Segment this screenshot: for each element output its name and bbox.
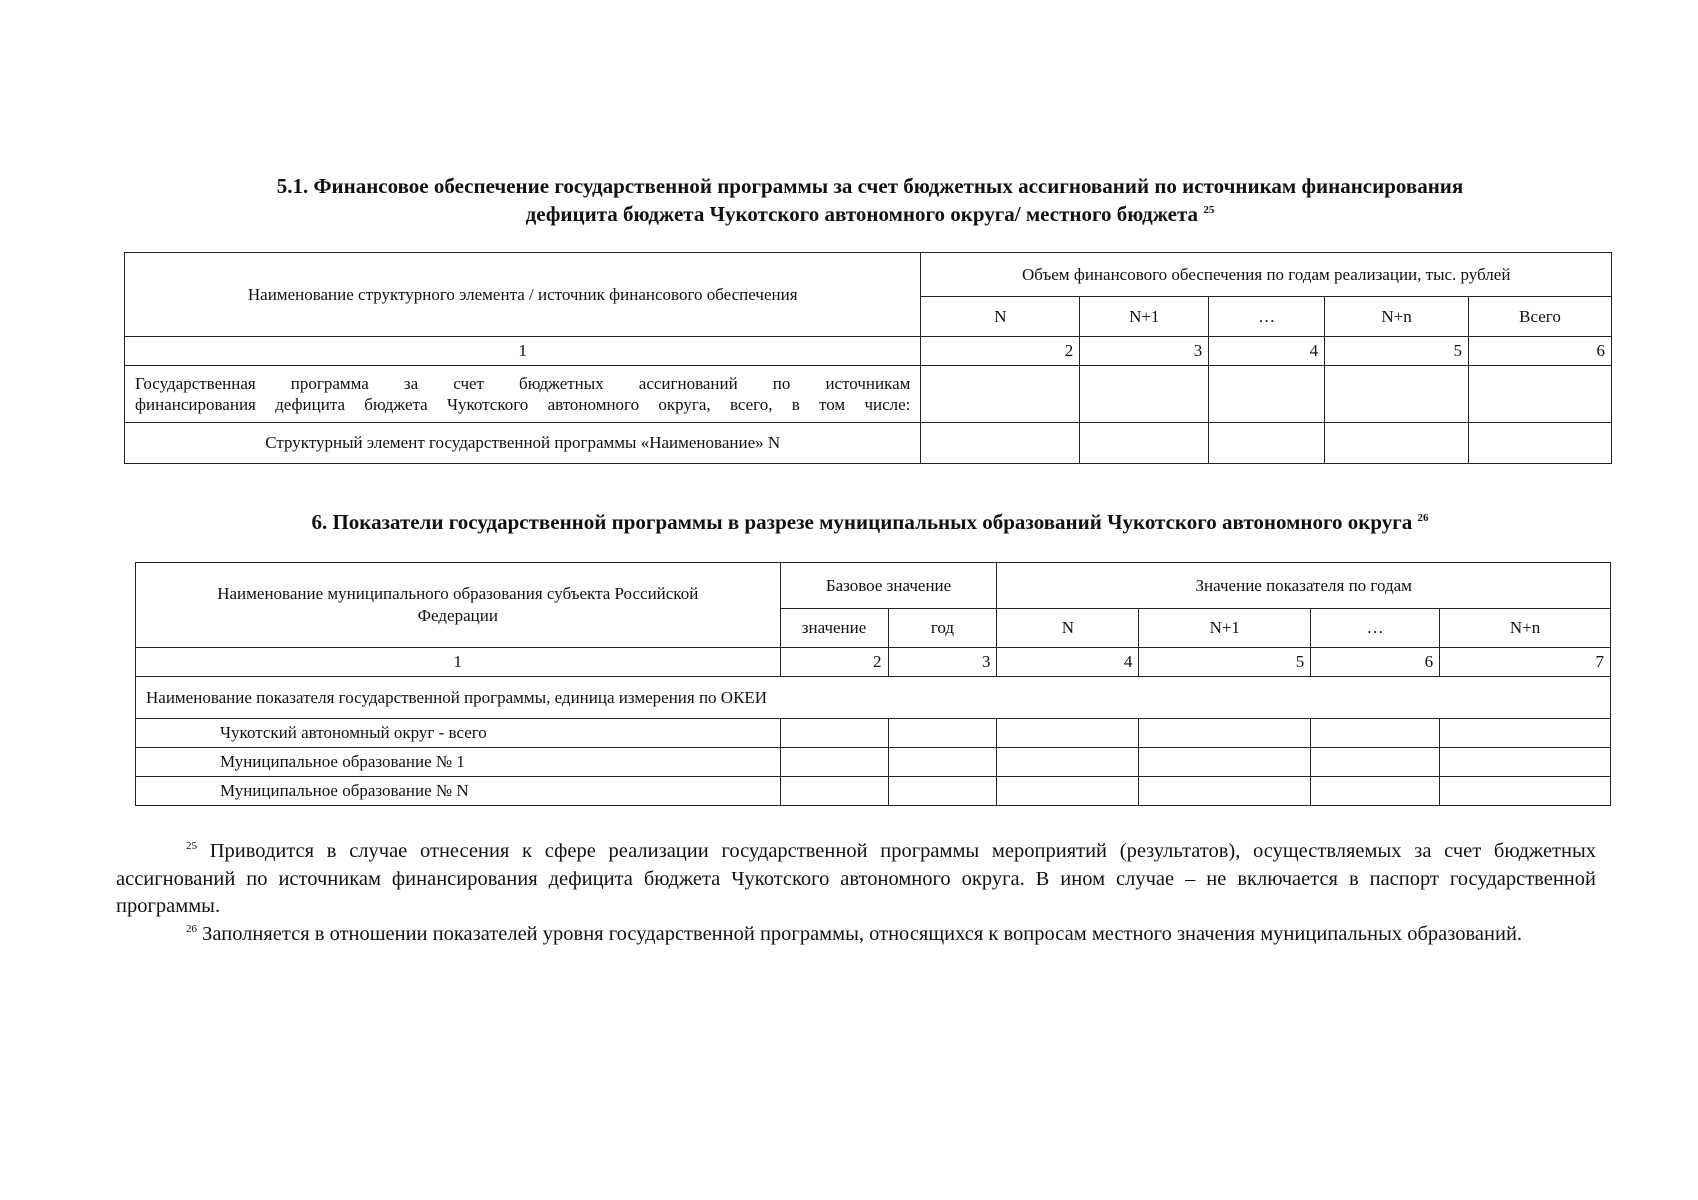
year-header-n1: N+1 [1139, 609, 1311, 648]
empty-cell[interactable] [1311, 748, 1440, 777]
column-number-row [125, 337, 1612, 366]
year-header-nn: N+n [1325, 297, 1469, 337]
empty-cell[interactable] [888, 719, 997, 748]
column-number: 1 [136, 648, 781, 677]
empty-cell[interactable] [1440, 719, 1611, 748]
footnote-ref-26[interactable]: 26 [1417, 512, 1429, 524]
empty-cell[interactable] [1139, 719, 1311, 748]
empty-cell[interactable] [1209, 366, 1325, 423]
empty-cell[interactable] [1139, 777, 1311, 806]
financing-table [124, 252, 1612, 464]
footnote-25-marker: 25 [186, 840, 197, 853]
column-number: 2 [921, 337, 1080, 366]
column-number: 5 [1139, 648, 1311, 677]
footnote-26 [116, 921, 1596, 949]
indicators-table [135, 562, 1611, 806]
municipality-row-label: Муниципальное образование № N [136, 777, 781, 806]
footnote-25 [116, 838, 1596, 921]
column-number-row [136, 648, 1611, 677]
year-header-ellipsis: … [1311, 609, 1440, 648]
section-5-1-title [120, 172, 1620, 228]
column-number: 4 [997, 648, 1139, 677]
footnote-26-marker: 26 [186, 922, 197, 935]
empty-cell[interactable] [997, 748, 1139, 777]
structural-element-header: Наименование структурного элемента / источник финансового обеспечения [125, 253, 921, 337]
empty-cell[interactable] [921, 366, 1080, 423]
base-value-subheader: значение [780, 609, 888, 648]
column-number: 6 [1311, 648, 1440, 677]
column-number: 4 [1209, 337, 1325, 366]
total-header: Всего [1469, 297, 1612, 337]
municipality-header: Наименование муниципального образования субъекта Российской Федерации [136, 563, 781, 648]
empty-cell[interactable] [1469, 423, 1612, 464]
empty-cell[interactable] [997, 719, 1139, 748]
table-row [136, 719, 1611, 748]
empty-cell[interactable] [780, 719, 888, 748]
table-row [136, 777, 1611, 806]
column-number: 3 [888, 648, 997, 677]
table-row [125, 423, 1612, 464]
column-number: 3 [1080, 337, 1209, 366]
financing-volume-header: Объем финансового обеспечения по годам реализации, тыс. рублей [921, 253, 1612, 297]
section-6-title [120, 508, 1620, 536]
empty-cell[interactable] [780, 748, 888, 777]
section-5-1-title-line1: 5.1. Финансовое обеспечение государственной программы за счет бюджетных ассигнований по источникам финансирования [276, 174, 1464, 198]
empty-cell[interactable] [1440, 777, 1611, 806]
empty-cell[interactable] [1080, 423, 1209, 464]
section-5-1-title-line2: дефицита бюджета Чукотского автономного округа/ местного бюджета [525, 202, 1199, 226]
municipality-row-label: Муниципальное образование № 1 [136, 748, 781, 777]
section-6-title-text: 6. Показатели государственной программы в разрезе муниципальных образований Чукотского автономного округа [311, 510, 1413, 534]
empty-cell[interactable] [1080, 366, 1209, 423]
year-header-nn: N+n [1440, 609, 1611, 648]
indicator-years-header: Значение показателя по годам [997, 563, 1611, 609]
empty-cell[interactable] [1325, 366, 1469, 423]
empty-cell[interactable] [1325, 423, 1469, 464]
municipality-row-label: Чукотский автономный округ - всего [136, 719, 781, 748]
column-number: 6 [1469, 337, 1612, 366]
column-number: 1 [125, 337, 921, 366]
footnote-25-text: Приводится в случае отнесения к сфере реализации государственной программы мероприятий (результатов), осуществляемых за счет бюджетных ассигнований по источникам финансирования дефицита бюджета Чукотского автономного округа. В ином случае – не включается в паспорт государственной программы. [116, 840, 1596, 917]
year-header-ellipsis: … [1209, 297, 1325, 337]
program-total-cell [125, 366, 921, 423]
structural-element-row: Структурный элемент государственной программы «Наименование» N [125, 423, 921, 464]
empty-cell[interactable] [997, 777, 1139, 806]
program-total-line2: финансирования дефицита бюджета Чукотского автономного округа, всего, в том числе: [135, 395, 911, 414]
column-number: 7 [1440, 648, 1611, 677]
year-header-n: N [997, 609, 1139, 648]
year-header-n1: N+1 [1080, 297, 1209, 337]
empty-cell[interactable] [1440, 748, 1611, 777]
empty-cell[interactable] [1469, 366, 1612, 423]
footnotes [116, 838, 1596, 948]
program-total-line1: Государственная программа за счет бюджетных ассигнований по источникам [135, 374, 911, 393]
empty-cell[interactable] [888, 748, 997, 777]
empty-cell[interactable] [921, 423, 1080, 464]
column-number: 2 [780, 648, 888, 677]
year-header-n: N [921, 297, 1080, 337]
empty-cell[interactable] [1311, 777, 1440, 806]
empty-cell[interactable] [1139, 748, 1311, 777]
empty-cell[interactable] [1209, 423, 1325, 464]
table-row [136, 748, 1611, 777]
empty-cell[interactable] [780, 777, 888, 806]
base-year-subheader: год [888, 609, 997, 648]
empty-cell[interactable] [1311, 719, 1440, 748]
indicator-name-row: Наименование показателя государственной программы, единица измерения по ОКЕИ [136, 677, 1611, 719]
footnote-ref-25[interactable]: 25 [1203, 204, 1215, 216]
table-row [125, 366, 1612, 423]
column-number: 5 [1325, 337, 1469, 366]
base-value-header: Базовое значение [780, 563, 997, 609]
footnote-26-text: Заполняется в отношении показателей уровня государственной программы, относящихся к вопросам местного значения муниципальных образований. [202, 922, 1523, 945]
empty-cell[interactable] [888, 777, 997, 806]
